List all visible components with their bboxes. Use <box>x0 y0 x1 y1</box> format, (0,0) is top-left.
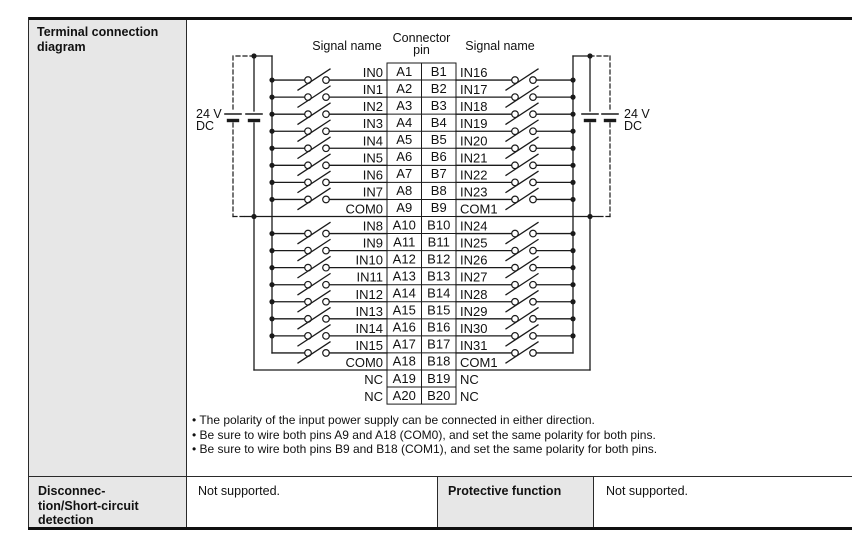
signal-label-left: IN13 <box>355 303 383 319</box>
disconnection-detection-value: Not supported. <box>198 484 280 498</box>
signal-label-right: IN29 <box>460 303 488 319</box>
junction-dot <box>570 180 575 185</box>
pin-cell: B19 <box>427 370 451 386</box>
pin-cell: A18 <box>392 353 416 369</box>
junction-dot <box>251 214 256 219</box>
row-header-disconnection-short-circuit-detection <box>29 477 187 527</box>
switch-contact <box>323 281 330 288</box>
pin-cell: A2 <box>396 80 413 96</box>
junction-dot <box>269 333 274 338</box>
junction-dot <box>269 77 274 82</box>
signal-label-left: IN7 <box>362 184 383 200</box>
pin-cell: A14 <box>392 285 416 301</box>
signal-label-left: IN8 <box>362 218 383 234</box>
signal-label-right: NC <box>460 389 479 405</box>
junction-dot <box>570 333 575 338</box>
switch-contact <box>323 111 330 118</box>
signal-label-right: IN24 <box>460 218 488 234</box>
pin-cell: A20 <box>392 387 416 403</box>
junction-dot <box>269 197 274 202</box>
signal-label-left: IN9 <box>362 235 383 251</box>
switch-contact <box>323 264 330 271</box>
pin-cell: A16 <box>392 319 416 335</box>
psu-right-voltage-label: 24 V <box>624 107 650 121</box>
pin-cell: A1 <box>396 63 413 79</box>
junction-dot <box>269 146 274 151</box>
switch-contact <box>323 333 330 340</box>
signal-label-right: IN20 <box>460 133 488 149</box>
switch-contact <box>323 128 330 135</box>
signal-label-right: COM1 <box>460 201 498 217</box>
switch-contact <box>530 179 537 186</box>
junction-dot <box>269 129 274 134</box>
switch-contact <box>530 230 537 237</box>
terminal-connection-diagram <box>187 20 667 412</box>
junction-dot <box>269 248 274 253</box>
signal-label-left: IN11 <box>356 269 383 285</box>
junction-dot <box>570 146 575 151</box>
junction-dot <box>570 77 575 82</box>
pin-cell: B4 <box>430 114 447 130</box>
signal-label-right: IN18 <box>460 99 488 115</box>
junction-dot <box>570 316 575 321</box>
row-header-line: detection <box>38 513 94 527</box>
junction-dot <box>570 265 575 270</box>
junction-dot <box>269 316 274 321</box>
pin-cell: A3 <box>396 97 413 113</box>
pin-cell: B16 <box>427 319 451 335</box>
junction-dot <box>269 163 274 168</box>
signal-label-right: IN27 <box>460 269 488 285</box>
junction-dot <box>570 248 575 253</box>
column-title-signal-name-right: Signal name <box>465 39 535 53</box>
switch-contact <box>323 196 330 203</box>
column-title-pin: pin <box>413 43 430 57</box>
row-header-line: tion/Short-circuit <box>38 498 139 513</box>
junction-dot <box>269 231 274 236</box>
pin-cell: A15 <box>392 302 416 318</box>
switch-contact <box>530 350 537 357</box>
signal-label-left: IN10 <box>355 252 383 268</box>
pin-cell: A4 <box>396 114 413 130</box>
switch-contact <box>323 350 330 357</box>
pin-cell: B11 <box>427 234 450 250</box>
pin-cell: B7 <box>430 166 447 182</box>
switch-contact <box>530 247 537 254</box>
pin-cell: A10 <box>392 217 416 233</box>
row-header-line: Disconnec- <box>38 484 106 498</box>
junction-dot <box>570 197 575 202</box>
diagram-notes <box>192 413 848 457</box>
pin-cell: B12 <box>427 251 451 267</box>
switch-contact <box>323 298 330 305</box>
junction-dot <box>269 265 274 270</box>
junction-dot <box>587 53 592 58</box>
pin-cell: B6 <box>430 149 447 165</box>
psu-right-dc-label: DC <box>624 119 643 133</box>
switch-contact <box>530 281 537 288</box>
pin-cell: B14 <box>427 285 451 301</box>
pin-cell: B3 <box>430 97 447 113</box>
junction-dot <box>269 95 274 100</box>
switch-contact <box>323 247 330 254</box>
junction-dot <box>269 299 274 304</box>
pin-cell: A13 <box>392 268 416 284</box>
switch-contact <box>530 316 537 323</box>
signal-label-left: IN1 <box>362 82 383 98</box>
note-line: • Be sure to wire both pins A9 and A18 (COM0), and set the same polarity for both pins. <box>192 427 656 442</box>
switch-contact <box>323 77 330 84</box>
junction-dot <box>570 231 575 236</box>
pin-cell: A7 <box>396 166 413 182</box>
switch-contact <box>323 162 330 169</box>
signal-label-left: IN6 <box>362 167 383 183</box>
switch-contact <box>323 179 330 186</box>
signal-label-left: COM0 <box>345 201 383 217</box>
switch-contact <box>323 230 330 237</box>
pin-cell: A5 <box>396 132 413 148</box>
psu-left-dc-label: DC <box>196 119 215 133</box>
pin-cell: B2 <box>430 80 447 96</box>
pin-cell: A8 <box>396 183 413 199</box>
junction-dot <box>570 112 575 117</box>
signal-label-left: NC <box>364 389 383 405</box>
row-header-protective-function: Protective function <box>437 477 594 527</box>
pin-cell: B1 <box>430 63 447 79</box>
signal-label-left: IN0 <box>362 65 383 81</box>
switch-contact <box>323 316 330 323</box>
signal-label-left: IN3 <box>362 116 383 132</box>
signal-label-right: IN26 <box>460 252 488 268</box>
switch-contact <box>530 298 537 305</box>
junction-dot <box>570 282 575 287</box>
column-title-connector: Connector <box>392 31 451 45</box>
protective-function-value: Not supported. <box>606 484 688 498</box>
signal-label-right: IN19 <box>460 116 488 132</box>
signal-label-left: IN12 <box>355 286 383 302</box>
pin-cell: B8 <box>430 183 447 199</box>
junction-dot <box>251 53 256 58</box>
signal-label-right: IN23 <box>460 184 488 200</box>
signal-label-left: COM0 <box>345 354 383 370</box>
pin-cell: B17 <box>427 336 451 352</box>
signal-label-right: IN30 <box>460 320 488 336</box>
switch-contact <box>530 162 537 169</box>
pin-cell: B20 <box>427 387 451 403</box>
signal-label-right: IN21 <box>460 150 488 166</box>
pin-cell: A17 <box>392 336 416 352</box>
signal-label-left: IN14 <box>355 320 383 336</box>
junction-dot <box>269 282 274 287</box>
junction-dot <box>570 95 575 100</box>
signal-label-right: IN22 <box>460 167 488 183</box>
switch-contact <box>530 111 537 118</box>
signal-label-right: IN31 <box>460 337 488 353</box>
switch-contact <box>530 196 537 203</box>
junction-dot <box>570 299 575 304</box>
pin-cell: B13 <box>427 268 451 284</box>
pin-cell: B15 <box>427 302 451 318</box>
switch-contact <box>530 145 537 152</box>
note-line: • The polarity of the input power supply can be connected in either direction. <box>192 413 595 427</box>
junction-dot <box>269 180 274 185</box>
signal-label-right: IN17 <box>460 82 488 98</box>
switch-contact <box>530 94 537 101</box>
signal-label-left: IN2 <box>362 99 383 115</box>
switch-contact <box>323 94 330 101</box>
signal-label-left: IN5 <box>362 150 383 166</box>
pin-cell: B18 <box>427 353 451 369</box>
switch-contact <box>530 264 537 271</box>
row-header-terminal-connection-diagram: Terminal connection diagram <box>29 20 187 476</box>
psu-left-voltage-label: 24 V <box>196 107 222 121</box>
signal-label-left: IN4 <box>362 133 383 149</box>
pin-cell: A12 <box>392 251 416 267</box>
pin-cell: A9 <box>396 200 413 216</box>
pin-cell: B5 <box>430 132 447 148</box>
signal-label-right: NC <box>460 372 479 388</box>
signal-label-right: IN16 <box>460 65 488 81</box>
signal-label-left: NC <box>364 372 383 388</box>
junction-dot <box>570 129 575 134</box>
pin-cell: A6 <box>396 149 413 165</box>
column-title-signal-name-left: Signal name <box>312 39 382 53</box>
switch-contact <box>530 333 537 340</box>
switch-contact <box>530 77 537 84</box>
switch-contact <box>323 145 330 152</box>
switch-contact <box>530 128 537 135</box>
signal-label-right: COM1 <box>460 354 498 370</box>
junction-dot <box>570 163 575 168</box>
junction-dot <box>587 214 592 219</box>
pin-cell: A11 <box>393 234 416 250</box>
pin-cell: B9 <box>430 200 447 216</box>
signal-label-right: IN25 <box>460 235 488 251</box>
pin-cell: B10 <box>427 217 451 233</box>
signal-label-right: IN28 <box>460 286 488 302</box>
note-line: • Be sure to wire both pins B9 and B18 (COM1), and set the same polarity for both pins. <box>192 442 658 457</box>
junction-dot <box>269 112 274 117</box>
signal-label-left: IN15 <box>355 337 383 353</box>
pin-cell: A19 <box>392 370 416 386</box>
